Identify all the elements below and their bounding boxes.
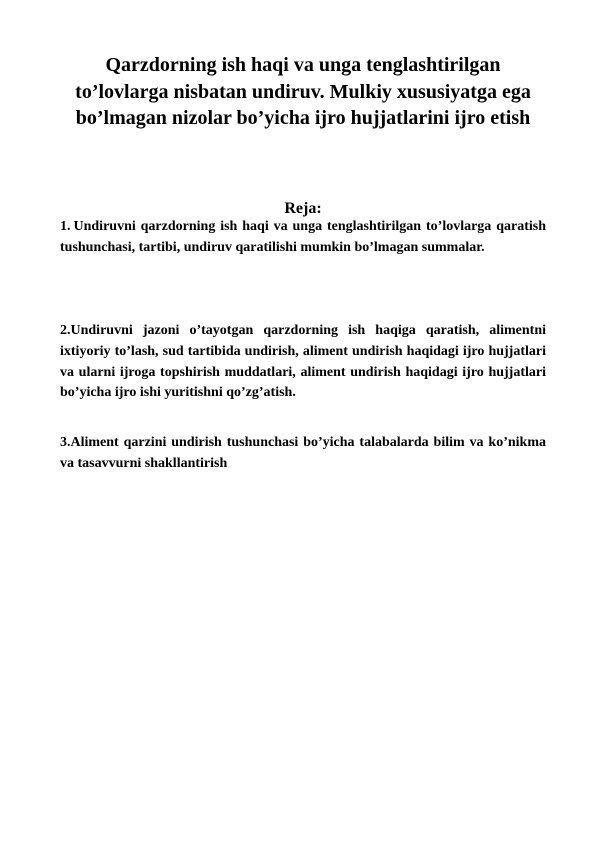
plan-item-2-number: 2. [60, 323, 71, 338]
plan-heading: Reja: [284, 200, 322, 217]
plan-item-3 [60, 433, 546, 475]
plan-item-2-text: Undiruvni jazoni o’tayotgan qarzdorning ish haqiga qaratish, alimentni ixtiyoriy to’lash, sud tartibida undirish, aliment undirish haqidagi ijro hujjatlari va ularni ijroga topshirish muddatlari, aliment undirish haqidagi ijro hujjatlari bo’yicha ijro ishi yuritishni qo’zg’atish. [60, 323, 546, 401]
plan-item-1-text: Undiruvni qarzdorning ish haqi va unga tenglashtirilgan to’lovlarga qaratish tushunchasi, tartibi, undiruv qaratilishi mumkin bo’lmagan summalar. [60, 219, 546, 255]
plan-item-3-text: Aliment qarzini undirish tushunchasi bo’yicha talabalarda bilim va ko’nikma va tasavvurni shakllantirish [60, 435, 546, 471]
plan-item-1-number: 1. [60, 219, 71, 234]
document-title: Qarzdorning ish haqi va unga tenglashtirilgan to’lovlarga nisbatan undiruv. Mulkiy xususiyatga ega bo’lmagan nizolar bo’yicha ijro hujjatlarini ijro etish [75, 54, 531, 129]
plan-item-3-number: 3. [60, 435, 71, 450]
plan-item-1 [60, 217, 546, 259]
plan-item-2 [60, 321, 546, 404]
